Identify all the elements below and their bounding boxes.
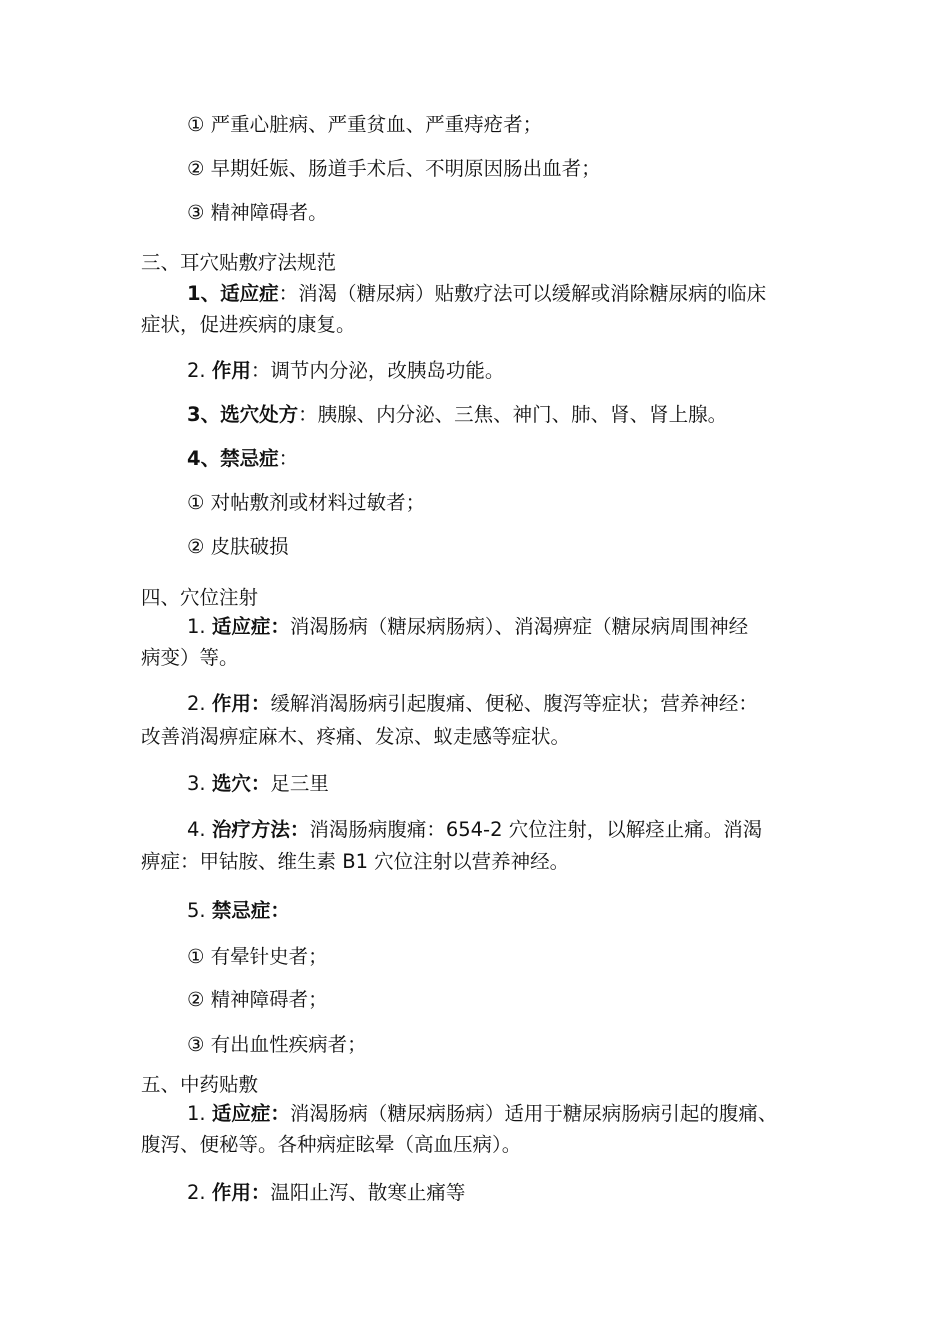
section-heading: 五、中药贴敷 (141, 1073, 259, 1096)
paragraph-contraindication (187, 449, 298, 469)
label: 适应症： (211, 1102, 290, 1125)
num: 1. (187, 1102, 212, 1125)
paragraph-points (187, 774, 329, 794)
paragraph-effect (187, 1183, 465, 1203)
paragraph-continuation: 症状，促进疾病的康复。 (141, 313, 356, 336)
text: ：消渴（糖尿病）贴敷疗法可以缓解或消除糖尿病的临床 (278, 282, 767, 305)
paragraph-continuation: 痹症：甲钴胺、维生素 B1 穴位注射以营养神经。 (141, 850, 570, 873)
label: 治疗方法： (211, 818, 310, 841)
label: 作用 (211, 359, 251, 382)
list-item: ① 对帖敷剂或材料过敏者； (187, 491, 426, 514)
list-item: ① 严重心脏病、严重贫血、严重痔疮者； (187, 113, 543, 136)
paragraph-continuation: 改善消渴痹症麻木、疼痛、发凉、蚁走感等症状。 (141, 725, 571, 748)
label: 禁忌症： (211, 899, 290, 922)
list-item: ② 精神障碍者； (187, 988, 328, 1011)
label: 作用： (211, 692, 271, 715)
text: ：胰腺、内分泌、三焦、神门、肺、肾、肾上腺。 (298, 403, 728, 426)
text: 缓解消渴肠病引起腹痛、便秘、腹泻等症状；营养神经： (270, 692, 758, 715)
list-item: ① 有晕针史者； (187, 945, 328, 968)
text: 足三里 (270, 772, 329, 795)
text: 消渴肠病（糖尿病肠病）、消渴痹症（糖尿病周围神经 (289, 615, 749, 638)
paragraph-indication (187, 617, 748, 637)
label: 3、选穴处方 (187, 403, 299, 426)
list-item: ② 早期妊娠、肠道手术后、不明原因肠出血者； (187, 157, 601, 180)
label: 选穴： (211, 772, 271, 795)
label: 4、禁忌症 (187, 447, 279, 470)
section-heading: 三、耳穴贴敷疗法规范 (141, 251, 337, 274)
num: 2. (187, 692, 212, 715)
label: 1、适应症 (187, 282, 279, 305)
paragraph-indication (187, 284, 766, 304)
num: 1. (187, 615, 212, 638)
num: 3. (187, 772, 212, 795)
label: 适应症： (211, 615, 290, 638)
paragraph-effect (187, 361, 504, 381)
paragraph-effect (187, 694, 758, 714)
num: 5. (187, 899, 212, 922)
text: 消渴肠病腹痛：654-2 穴位注射，以解痉止痛。消渴 (309, 818, 763, 841)
list-item: ③ 精神障碍者。 (187, 201, 328, 224)
num: 2. (187, 1181, 212, 1204)
section-heading: 四、穴位注射 (141, 586, 259, 609)
paragraph-indication (187, 1104, 777, 1124)
paragraph-continuation: 腹泻、便秘等。各种病症眩晕（高血压病）。 (141, 1133, 522, 1156)
text: ： (278, 447, 299, 470)
list-item: ③ 有出血性疾病者； (187, 1033, 367, 1056)
text: 消渴肠病（糖尿病肠病）适用于糖尿病肠病引起的腹痛、 (289, 1102, 778, 1125)
text: 温阳止泻、散寒止痛等 (270, 1181, 466, 1204)
num: 4. (187, 818, 212, 841)
label: 作用： (211, 1181, 271, 1204)
paragraph-continuation: 病变）等。 (141, 646, 239, 669)
paragraph-method (187, 820, 762, 840)
list-item: ② 皮肤破损 (187, 535, 289, 558)
text: ：调节内分泌，改胰岛功能。 (250, 359, 505, 382)
paragraph-contraindication (187, 901, 290, 921)
paragraph-points (187, 405, 727, 425)
num: 2. (187, 359, 212, 382)
